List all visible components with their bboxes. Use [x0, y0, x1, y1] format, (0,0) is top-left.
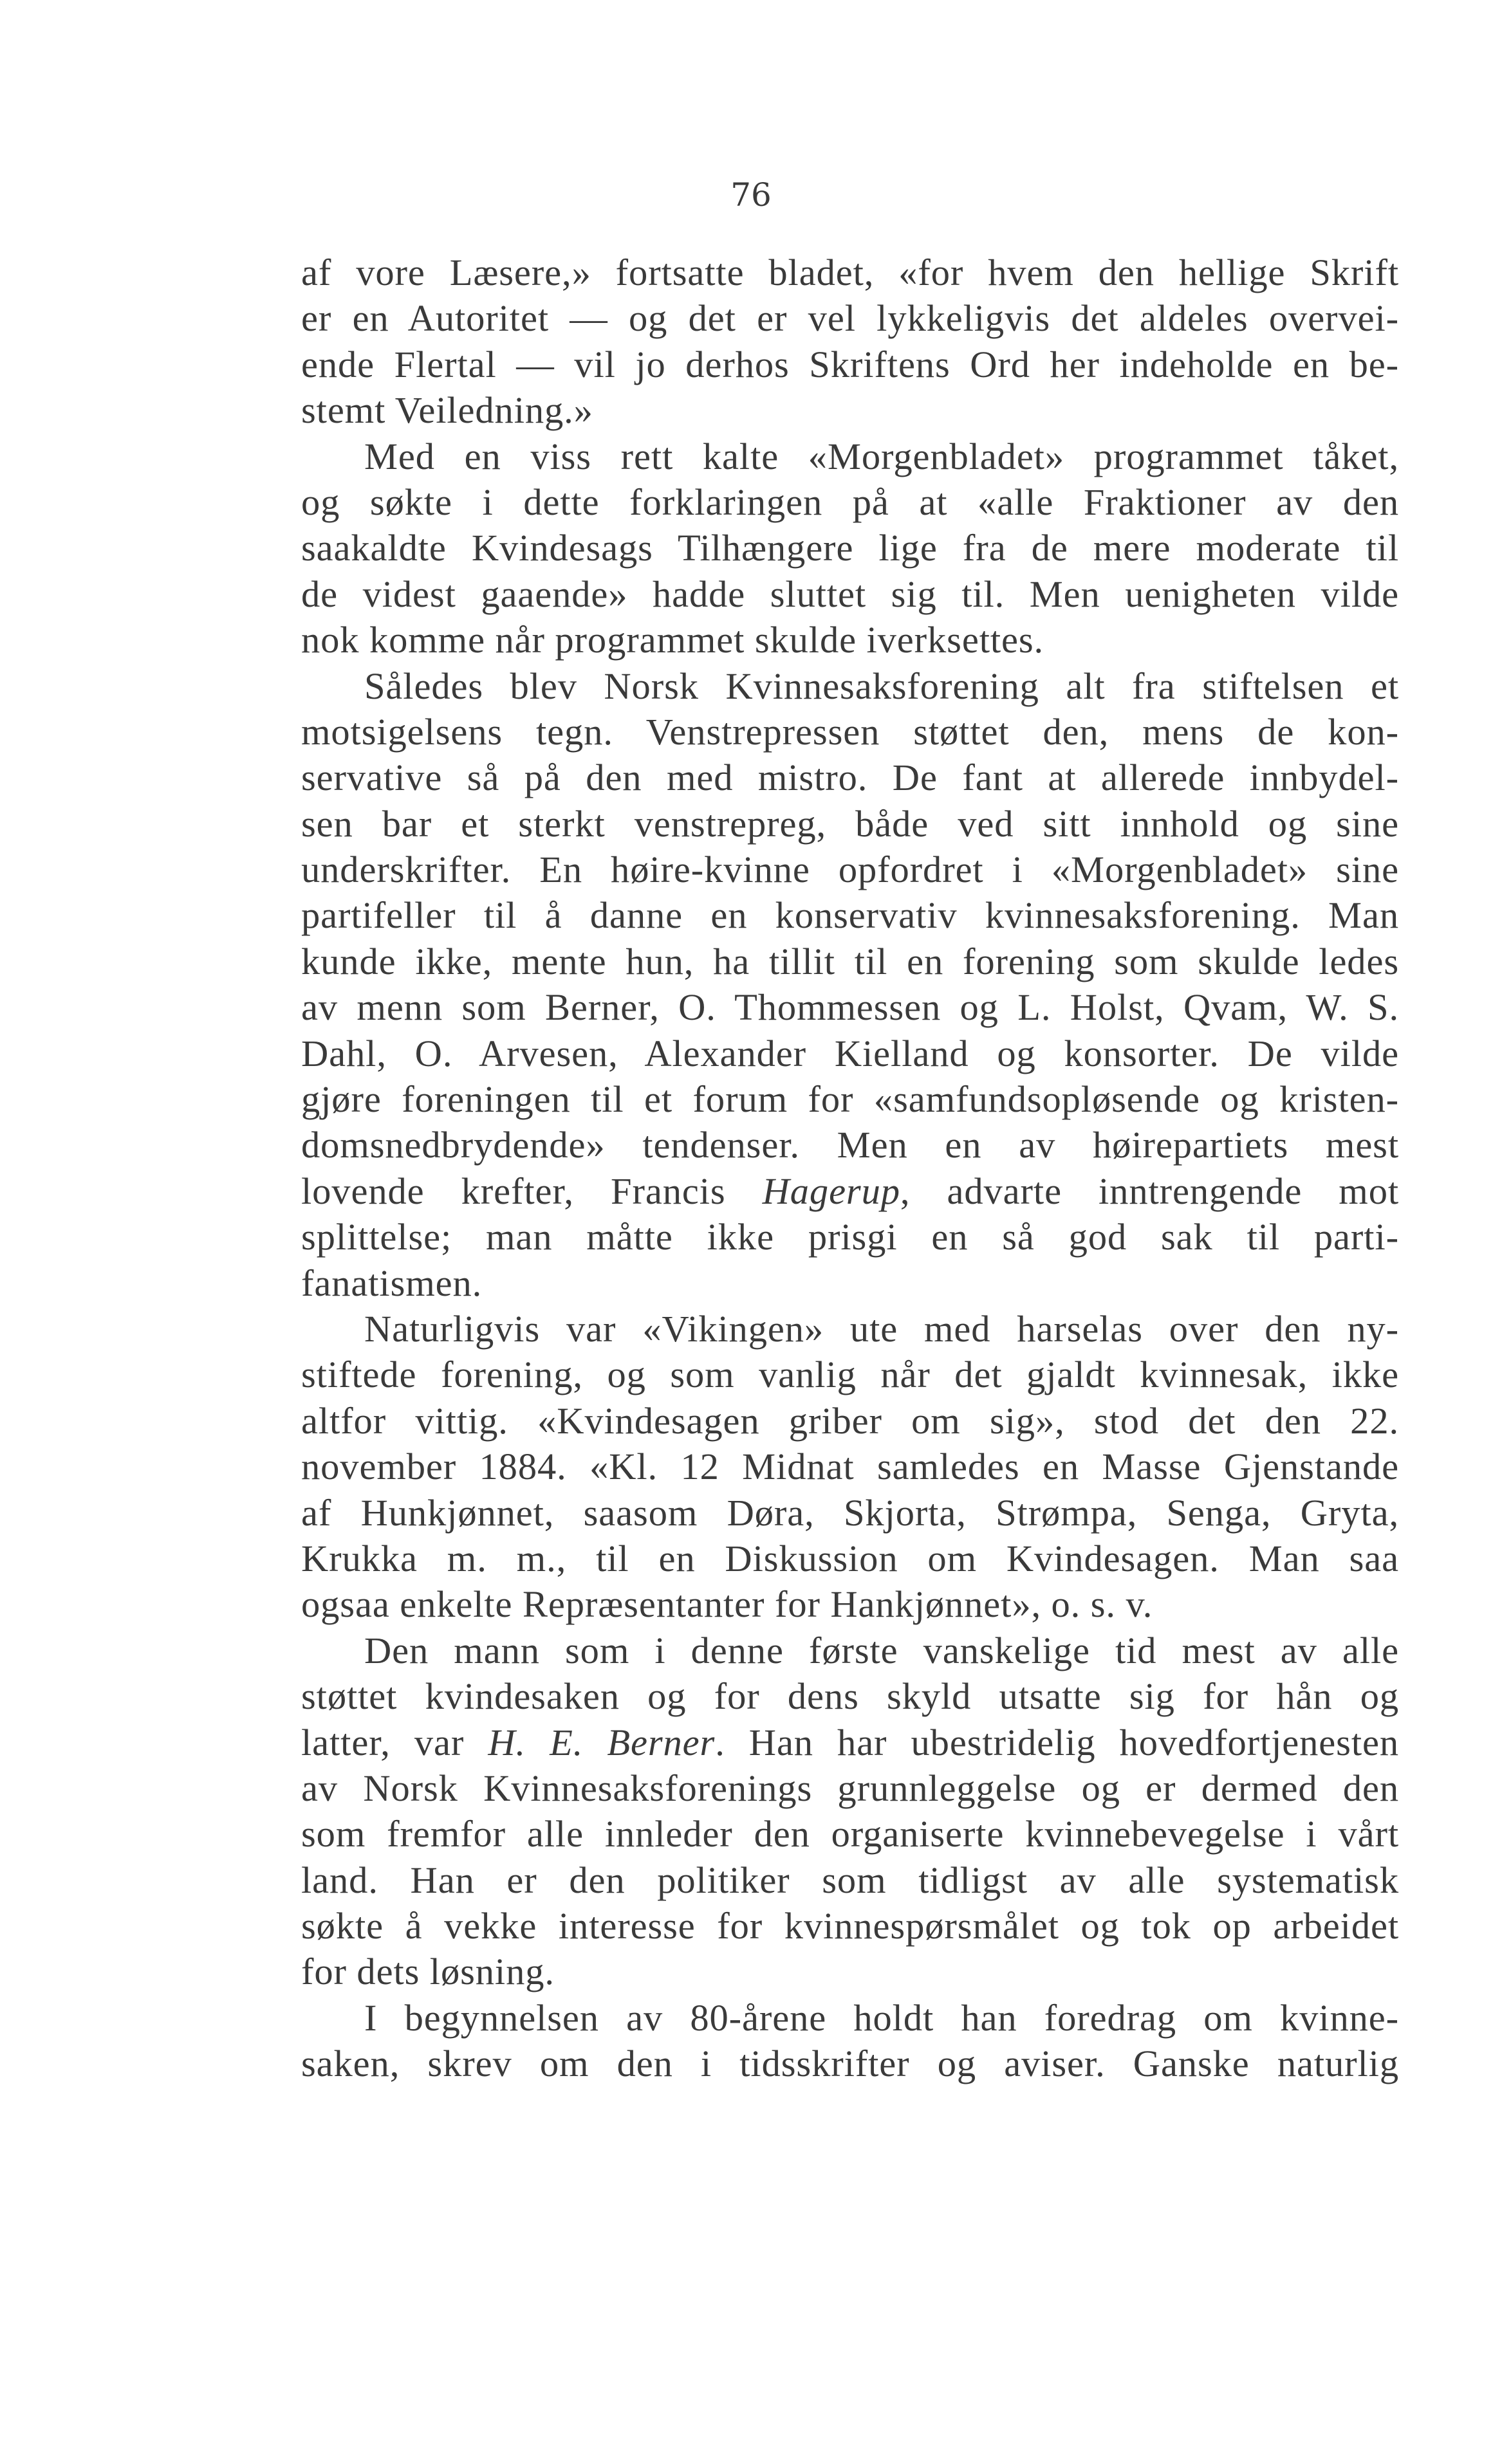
text-segment: latter, var [301, 1721, 488, 1763]
text-line: stemt Veiledning.» [301, 389, 593, 432]
text-line [301, 1168, 1399, 1214]
text-line: støttet kvindesaken og for dens skyld utsatte sig for hån og [301, 1675, 1399, 1718]
page-body-text [301, 250, 1399, 2087]
text-line: saakaldte Kvindesags Tilhængere lige fra de mere moderate til [301, 527, 1399, 569]
text-line: Således blev Norsk Kvinnesaksforening alt fra stiftelsen et [364, 665, 1399, 707]
text-line: er en Autoritet — og det er vel lykkeligvis det aldeles overvei- [301, 297, 1399, 340]
text-line: av menn som Berner, O. Thommessen og L. Holst, Qvam, W. S. [301, 986, 1399, 1029]
text-line: sen bar et sterkt venstrepreg, både ved sitt innhold og sine [301, 802, 1399, 845]
text-line: nok komme når programmet skulde iverksettes. [301, 619, 1044, 661]
text-line: af vore Læsere,» fortsatte bladet, «for hvem den hellige Skrift [301, 252, 1399, 293]
text-line: stiftede forening, og som vanlig når det gjaldt kvinnesak, ikke [301, 1354, 1399, 1396]
text-line: Naturligvis var «Vikingen» ute med harselas over den ny- [364, 1307, 1399, 1350]
page-number: 76 [730, 176, 772, 214]
text-line: af Hunkjønnet, saasom Døra, Skjorta, Strømpa, Senga, Gryta, [301, 1491, 1399, 1534]
text-line [301, 1720, 1399, 1765]
text-line: de videst gaaende» hadde sluttet sig til. Men uenigheten vilde [301, 573, 1399, 615]
text-line: Krukka m. m., til en Diskussion om Kvindesagen. Man saa [301, 1537, 1399, 1579]
text-line: saken, skrev om den i tidsskrifter og aviser. Ganske naturlig [301, 2043, 1399, 2085]
text-line: splittelse; man måtte ikke prisgi en så god sak til parti- [301, 1216, 1399, 1258]
text-line: servative så på den med mistro. De fant at allerede innbydel- [301, 757, 1399, 799]
text-line: søkte å vekke interesse for kvinnespørsmålet og tok op arbeidet [301, 1905, 1399, 1947]
text-line: som fremfor alle innleder den organiserte kvinnebevegelse i vårt [301, 1813, 1399, 1855]
text-line: I begynnelsen av 80-årene holdt han foredrag om kvinne- [364, 1996, 1399, 2039]
text-segment: , advarte inntrengende mot [900, 1170, 1399, 1212]
text-line: fanatismen. [301, 1262, 483, 1304]
text-line: partifeller til å danne en konservativ kvinnesaksforening. Man [301, 894, 1399, 937]
text-line: ogsaa enkelte Repræsentanter for Hankjønnet», o. s. v. [301, 1583, 1153, 1626]
text-line: gjøre foreningen til et forum for «samfundsopløsende og kristen- [301, 1078, 1399, 1121]
text-line: Med en viss rett kalte «Morgenbladet» programmet tåket, [364, 435, 1399, 477]
text-line: november 1884. «Kl. 12 Midnat samledes en Masse Gjenstande [301, 1446, 1399, 1488]
italic-name-hagerup: Hagerup [762, 1170, 900, 1212]
text-line: underskrifter. En høire-kvinne opfordret i «Morgenbladet» sine [301, 849, 1399, 891]
text-line: motsigelsens tegn. Venstrepressen støttet den, mens de kon- [301, 710, 1399, 753]
text-segment: lovende krefter, Francis [301, 1170, 763, 1212]
text-line: altfor vittig. «Kvindesagen griber om sig», stod det den 22. [301, 1399, 1399, 1442]
italic-name-berner: H. E. Berner [488, 1721, 716, 1763]
text-line: og søkte i dette forklaringen på at «alle Fraktioner av den [301, 481, 1399, 523]
text-line: domsnedbrydende» tendenser. Men en av høirepartiets mest [301, 1124, 1399, 1166]
text-line: for dets løsning. [301, 1951, 555, 1993]
text-line: kunde ikke, mente hun, ha tillit til en forening som skulde ledes [301, 940, 1399, 982]
text-line: land. Han er den politiker som tidligst av alle systematisk [301, 1859, 1399, 1901]
text-line: av Norsk Kvinnesaksforenings grunnleggelse og er dermed den [301, 1767, 1399, 1809]
text-line: Den mann som i denne første vanskelige tid mest av alle [364, 1629, 1399, 1671]
text-line: Dahl, O. Arvesen, Alexander Kielland og konsorter. De vilde [301, 1032, 1399, 1074]
text-line: ende Flertal — vil jo derhos Skriftens Ord her indeholde en be- [301, 343, 1399, 385]
text-segment: . Han har ubestridelig hovedfortjenesten [715, 1721, 1399, 1763]
